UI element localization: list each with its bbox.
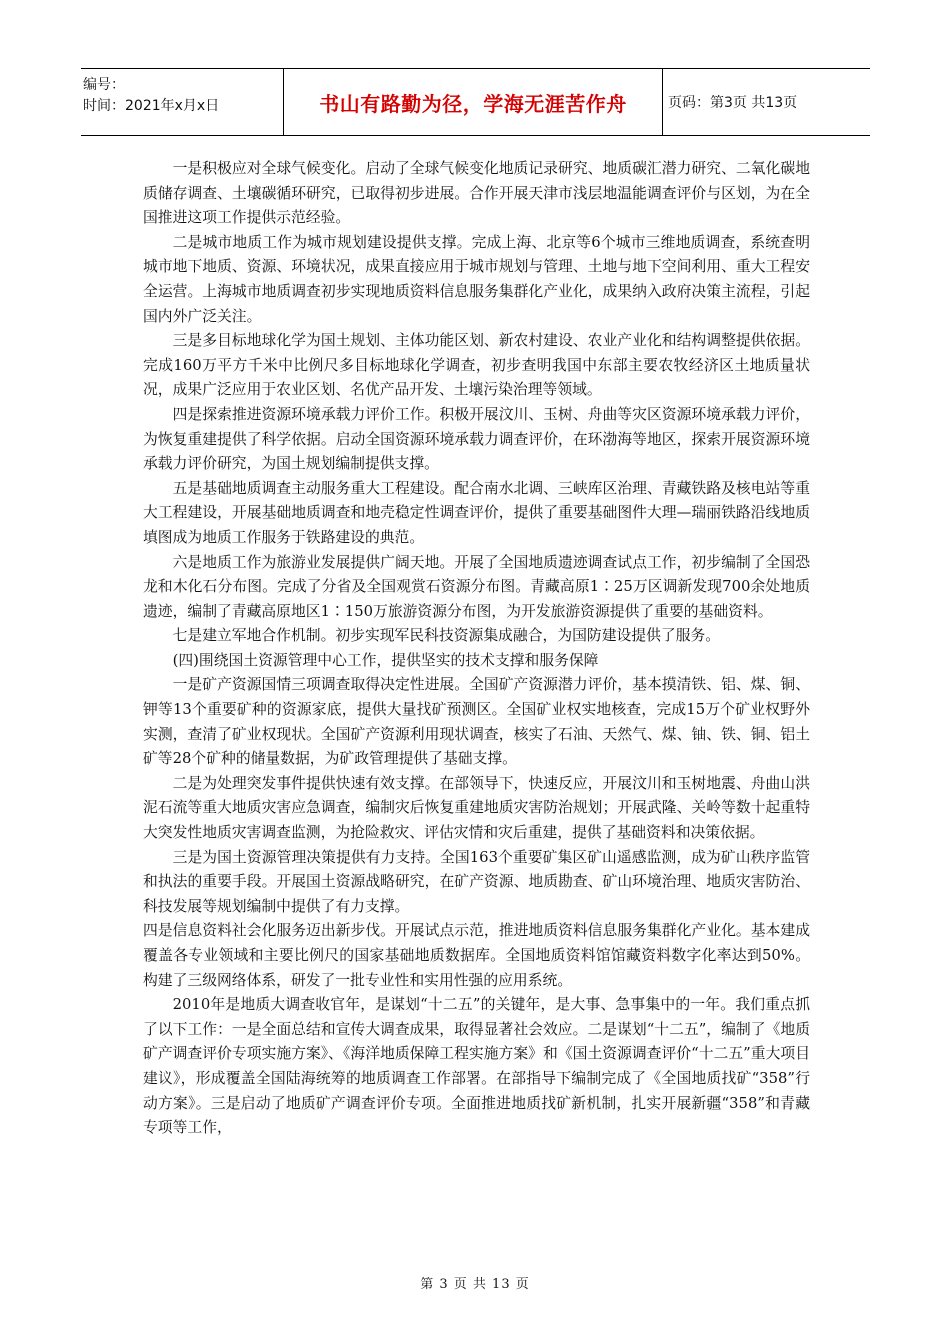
paragraph: 四是探索推进资源环境承载力评价工作。积极开展汶川、玉树、舟曲等灾区资源环境承载力评价，为恢复重建提供了科学依据。启动全国资源环境承载力调查评价，在环渤海等地区，探索开展资源环境承载力评价研究，为国土规划编制提供支撑。: [143, 405, 810, 473]
header-motto: 书山有路勤为径，学海无涯苦作舟: [284, 69, 663, 135]
paragraph: 三是多目标地球化学为国土规划、主体功能区划、新农村建设、农业产业化和结构调整提供依据。完成160万平方千米中比例尺多目标地球化学调查，初步查明我国中东部主要农牧经济区土地质量状况，成果广泛应用于农业区划、名优产品开发、土壤污染治理等领域。: [143, 332, 810, 399]
section-heading: (四)围绕国土资源管理中心工作，提供坚实的技术支撑和服务保障: [172, 651, 599, 669]
paragraph: 二是为处理突发事件提供快速有效支撑。在部领导下，快速反应，开展汶川和玉树地震、舟曲山洪泥石流等重大地质灾害应急调查，编制灾后恢复重建地质灾害防治规划；开展武隆、关岭等数十起重特大突发性地质灾害调查监测，为抢险救灾、评估灾情和灾后重建，提供了基础资料和决策依据。: [143, 774, 810, 842]
paragraph: 二是城市地质工作为城市规划建设提供支撑。完成上海、北京等6个城市三维地质调查，系统查明城市地下地质、资源、环境状况，成果直接应用于城市规划与管理、土地与地下空间利用、重大工程安全运营。上海城市地质调查初步实现地质资料信息服务集群化产业化，成果纳入政府决策主流程，引起国内外广泛关注。: [143, 233, 810, 325]
paragraph: 三是为国土资源管理决策提供有力支持。全国163个重要矿集区矿山遥感监测，成为矿山秩序监管和执法的重要手段。开展国土资源战略研究，在矿产资源、地质勘查、矿山环境治理、地质灾害防治、科技发展等规划编制中提供了有力支撑。: [143, 848, 810, 915]
paragraph: 2010年是地质大调查收官年，是谋划“十二五”的关键年，是大事、急事集中的一年。我们重点抓了以下工作：一是全面总结和宣传大调查成果，取得显著社会效应。二是谋划“十二五”，编制了《地质矿产调查评价专项实施方案》、《海洋地质保障工程实施方案》和《国土资源调查评价“十二五”重大项目建议》，形成覆盖全国陆海统筹的地质调查工作部署。在部指导下编制完成了《全国地质找矿“358”行动方案》。三是启动了地质矿产调查评价专项。全面推进地质找矿新机制，扎实开展新疆“358”和青藏专项等工作，: [143, 996, 810, 1137]
paragraph: 一是积极应对全球气候变化。启动了全球气候变化地质记录研究、地质碳汇潜力研究、二氧化碳地质储存调查、土壤碳循环研究，已取得初步进展。合作开展天津市浅层地温能调查评价与区划，为在全国推进这项工作提供示范经验。: [143, 160, 810, 227]
header-time-label: 时间：2021年x月x日: [83, 98, 220, 114]
paragraph: 四是信息资料社会化服务迈出新步伐。开展试点示范，推进地质资料信息服务集群化产业化。基本建成覆盖各专业领域和主要比例尺的国家基础地质数据库。全国地质资料馆馆藏资料数字化率达到50%。构建了三级网络体系，研发了一批专业性和实用性强的应用系统。: [143, 922, 810, 989]
page-header: [81, 68, 870, 136]
header-meta: [81, 69, 284, 135]
page-footer: 第 3 页 共 13 页: [420, 1277, 530, 1292]
paragraph: 一是矿产资源国情三项调查取得决定性进展。全国矿产资源潜力评价，基本摸清铁、铝、煤、铜、钾等13个重要矿种的资源家底，提供大量找矿预测区。全国矿业权实地核查，完成15万个矿业权野外实测，查清了矿业权现状。全国矿产资源利用现状调查，核实了石油、天然气、煤、铀、铁、铜、铝土矿等28个矿种的储量数据，为矿政管理提供了基础支撑。: [143, 676, 810, 768]
header-page-label: 页码：第3页 共13页: [668, 95, 798, 111]
document-body: [143, 157, 810, 1141]
paragraph: 五是基础地质调查主动服务重大工程建设。配合南水北调、三峡库区治理、青藏铁路及核电站等重大工程建设，开展基础地质调查和地壳稳定性调查评价，提供了重要基础图件大理—瑞丽铁路沿线地质填图成为地质工作服务于铁路建设的典范。: [143, 479, 810, 546]
paragraph: 七是建立军地合作机制。初步实现军民科技资源集成融合，为国防建设提供了服务。: [172, 627, 721, 645]
paragraph: 六是地质工作为旅游业发展提供广阔天地。开展了全国地质遗迹调查试点工作，初步编制了全国恐龙和木化石分布图。完成了分省及全国观赏石资源分布图。青藏高原1∶25万区调新发现700余处地质遗迹，编制了青藏高原地区1∶150万旅游资源分布图，为开发旅游资源提供了重要的基础资料。: [143, 553, 810, 620]
header-number-label: 编号：: [83, 77, 125, 93]
